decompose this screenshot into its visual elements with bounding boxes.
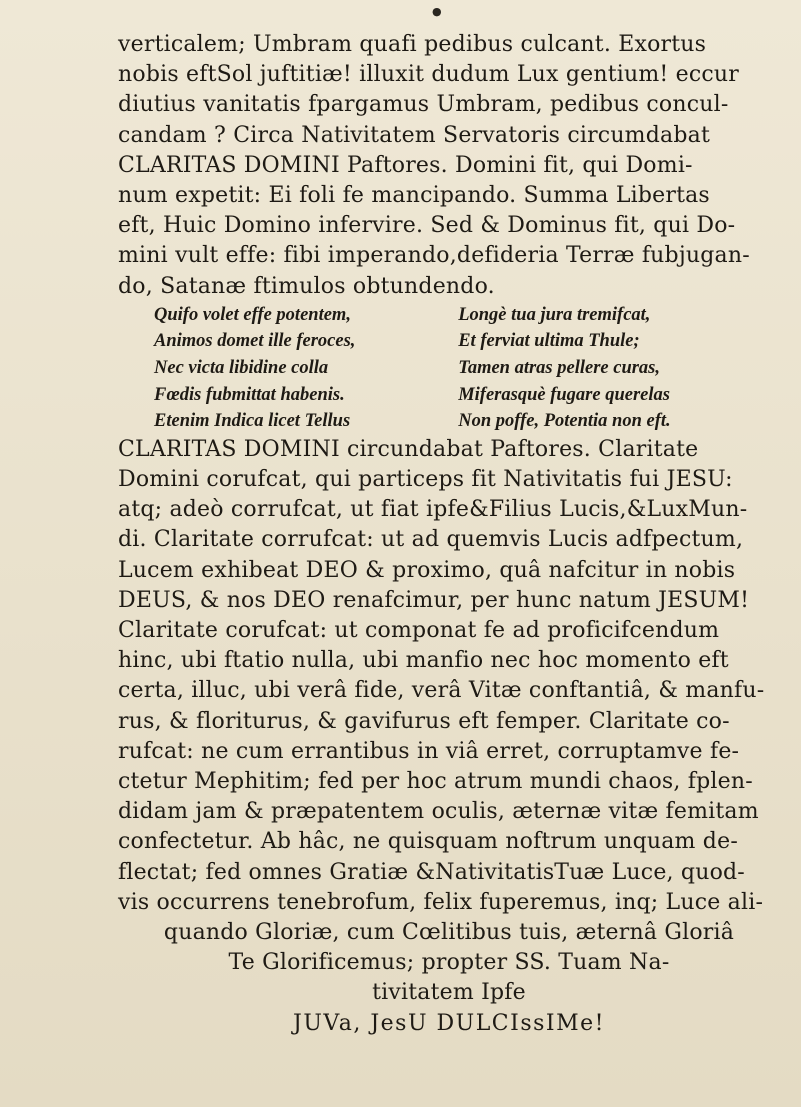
verse-left: Fœdis fubmittat habenis. — [154, 384, 345, 405]
text-line: di. Claritate corrufcat: ut ad quemvis Lucis adfpectum, — [118, 527, 744, 553]
text-line: atq; adeò corrufcat, ut fiat ipfe&Filius Lucis,&LuxMun- — [118, 497, 748, 523]
text-line: flectat; fed omnes Gratiæ &NativitatisTuæ Luce, quod- — [118, 859, 745, 885]
verse-line — [154, 328, 780, 355]
text-line: mini vult effe: fibi imperando,defideria Terræ fubjugan- — [118, 243, 750, 269]
verse-right: Non poffe, Potentia non eft. — [458, 411, 671, 432]
verse-right: Miferasquè fugare querelas — [458, 384, 670, 405]
text-line: rufcat: ne cum errantibus in viâ erret, corruptamve fe- — [118, 738, 740, 764]
text-line: confectetur. Ab hâc, ne quisquam noftrum unquam de- — [118, 829, 738, 855]
text-line: DEUS, & nos DEO renafcimur, per hunc natum JESUM! — [118, 587, 750, 613]
verse-line — [154, 382, 780, 409]
verse-left: Nec victa libidine colla — [154, 358, 329, 379]
text-line: Claritate corufcat: ut componat fe ad proficifcendum — [118, 618, 720, 644]
verse-line — [154, 408, 780, 435]
verse-left: Quifo volet effe potentem, — [154, 304, 351, 325]
verse-line — [154, 355, 780, 382]
text-line: diutius vanitatis fpargamus Umbram, pedibus concul- — [118, 92, 729, 118]
verse-right: Tamen atras pellere curas, — [458, 358, 661, 379]
text-line: ctetur Mephitim; fed per hoc atrum mundi chaos, fplen- — [118, 769, 753, 795]
verse-right: Longè tua jura tremifcat, — [458, 304, 651, 325]
text-line: candam ? Circa Nativitatem Servatoris circumdabat — [118, 122, 710, 148]
text-line: verticalem; Umbram quafi pedibus culcant. Exortus — [118, 32, 707, 57]
verse-left: Animos domet ille feroces, — [154, 331, 356, 352]
text-line: hinc, ubi ftatio nulla, ubi manfio nec hoc momento eft — [118, 648, 729, 674]
text-line: CLARITAS DOMINI circundabat Paftores. Claritate — [118, 436, 699, 462]
closing-signature: JUVa, JesU DULCIssIMe! — [293, 1010, 605, 1036]
text-line: tivitatem Ipfe — [372, 980, 526, 1006]
text-line: didam jam & præpatentem oculis, æternæ vitæ femitam — [118, 799, 759, 825]
text-line: certa, illuc, ubi verâ fide, verâ Vitæ conftantiâ, & manfu- — [118, 678, 765, 704]
text-line: Te Glorificemus; propter SS. Tuam Na- — [228, 950, 670, 976]
verse-right: Et ferviat ultima Thule; — [458, 331, 640, 352]
text-line: Lucem exhibeat DEO & proximo, quâ nafcitur in nobis — [118, 557, 736, 583]
verse-line — [154, 302, 780, 329]
text-line: quando Gloriæ, cum Cœlitibus tuis, æternâ Gloriâ — [163, 920, 735, 946]
text-line: do, Satanæ ftimulos obtundendo. — [118, 273, 495, 299]
text-line: Domini corufcat, qui particeps fit Nativitatis fui JESU: — [118, 467, 733, 492]
text-line: eft, Huic Domino infervire. Sed & Dominus fit, qui Do- — [118, 213, 736, 239]
verse-left: Etenim Indica licet Tellus — [154, 411, 351, 432]
text-line: vis occurrens tenebrofum, felix fuperemus, inq; Luce ali- — [118, 889, 764, 915]
text-line: CLARITAS DOMINI Paftores. Domini fit, qui Domi- — [118, 152, 693, 178]
text-line: rus, & floriturus, & gavifurus eft femper. Claritate co- — [118, 708, 730, 734]
text-line: num expetit: Ei foli fe mancipando. Summa Libertas — [118, 183, 710, 209]
text-block — [118, 30, 780, 1039]
text-line: nobis eftSol juftitiæ! illuxit dudum Lux gentium! eccur — [118, 62, 740, 88]
ink-mark: ● — [432, 5, 442, 18]
